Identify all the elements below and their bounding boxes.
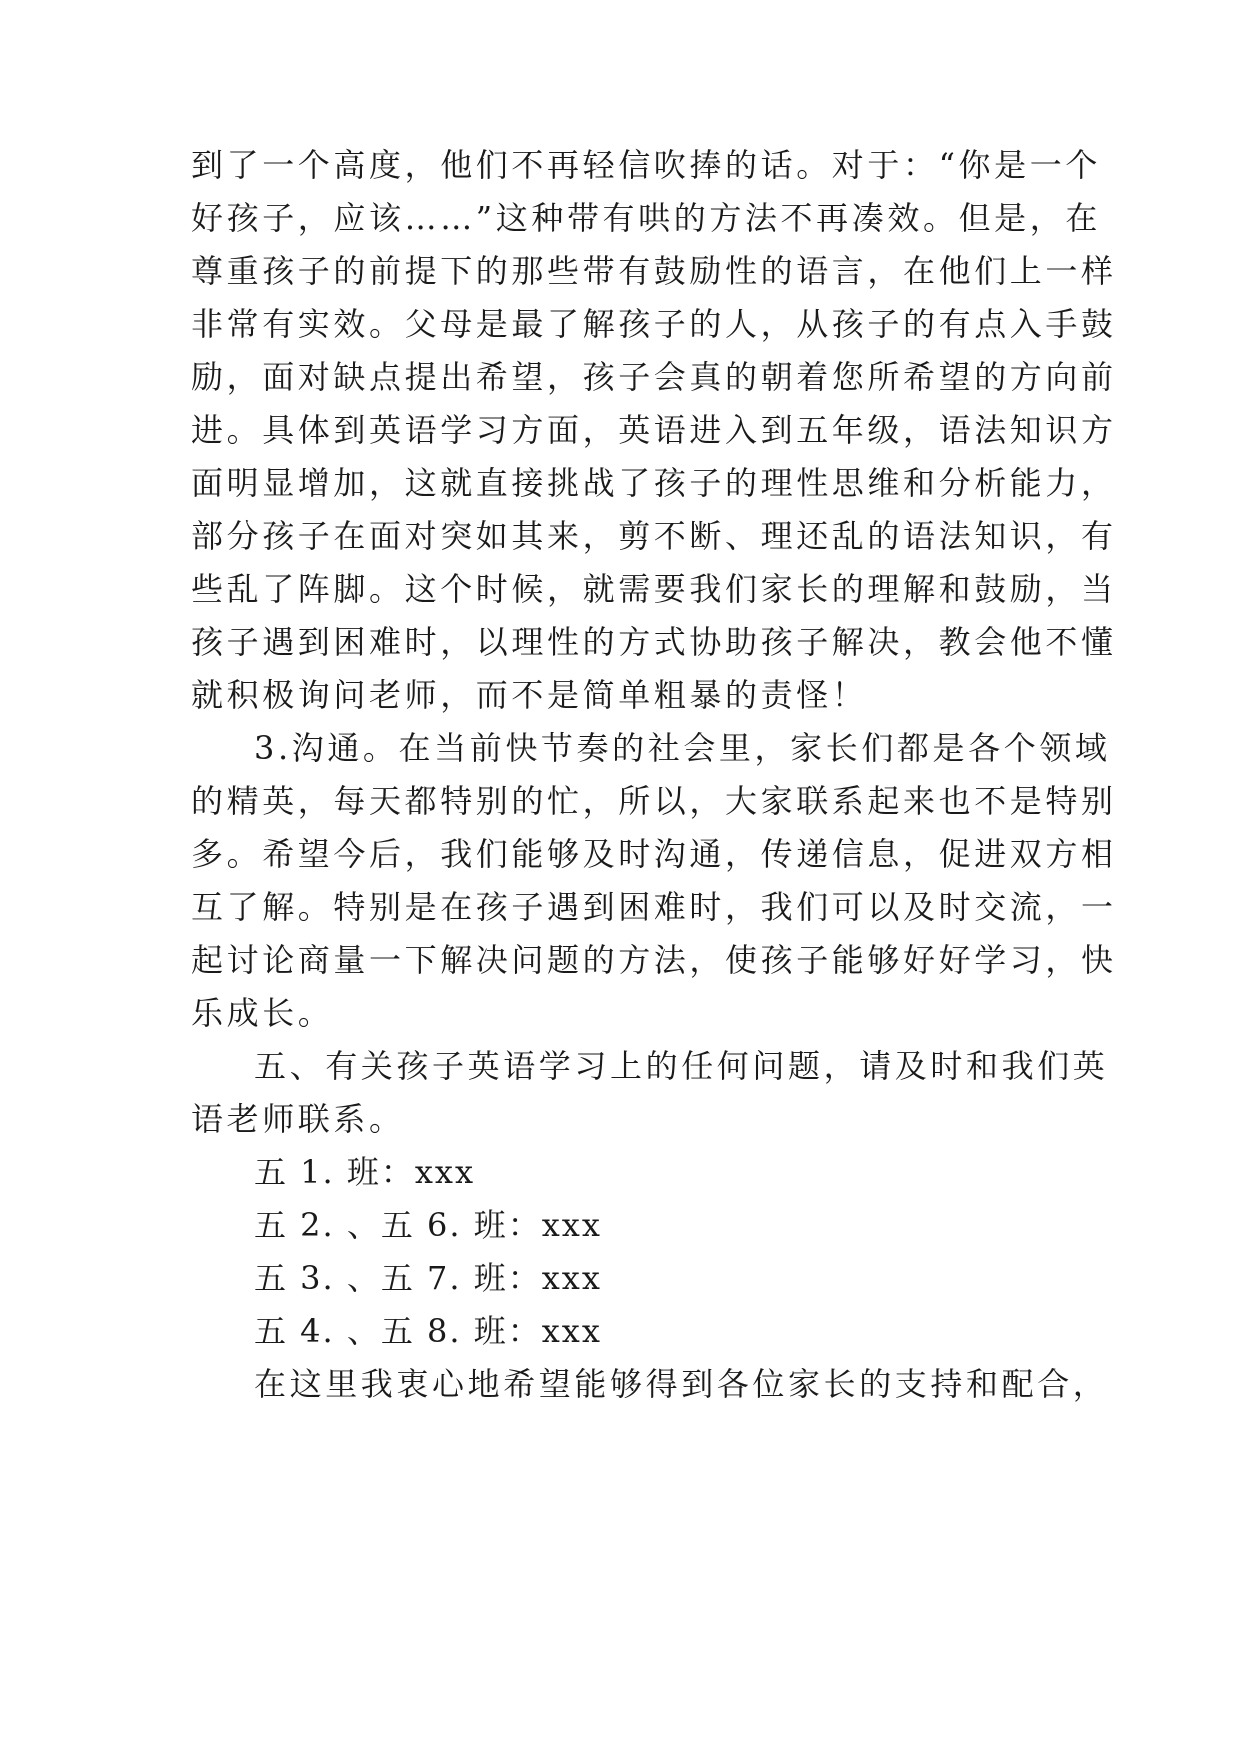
class-contact-line: 五 1. 班：xxx	[254, 1153, 476, 1191]
body-text-line: 的精英，每天都特别的忙，所以，大家联系起来也不是特别	[191, 782, 1117, 820]
body-text-line: 尊重孩子的前提下的那些带有鼓励性的语言，在他们上一样	[191, 252, 1117, 290]
body-text-line: 面明显增加，这就直接挑战了孩子的理性思维和分析能力，	[191, 464, 1117, 502]
body-text-line: 到了一个高度，他们不再轻信吹捧的话。对于：“你是一个	[191, 146, 1101, 184]
class-contact-line: 五 2. 、五 6. 班：xxx	[254, 1206, 602, 1244]
body-text-line: 乐成长。	[191, 994, 334, 1032]
paragraph-communication-start: 3.沟通。在当前快节奏的社会里，家长们都是各个领域	[254, 729, 1111, 767]
class-contact-line: 五 4. 、五 8. 班：xxx	[254, 1312, 602, 1350]
body-text-line: 互了解。特别是在孩子遇到困难时，我们可以及时交流，一	[191, 888, 1117, 926]
body-text-line: 就积极询问老师，而不是简单粗暴的责怪！	[191, 676, 868, 714]
section-five-heading: 五、有关孩子英语学习上的任何问题，请及时和我们英	[254, 1047, 1109, 1085]
body-text-line: 部分孩子在面对突如其来，剪不断、理还乱的语法知识，有	[191, 517, 1117, 555]
body-text-line: 好孩子，应该……”这种带有哄的方法不再凑效。但是，在	[191, 199, 1101, 237]
class-contact-line: 五 3. 、五 7. 班：xxx	[254, 1259, 602, 1297]
body-text-line: 起讨论商量一下解决问题的方法，使孩子能够好好学习，快	[191, 941, 1117, 979]
body-text-line: 非常有实效。父母是最了解孩子的人，从孩子的有点入手鼓	[191, 305, 1117, 343]
body-text-line: 些乱了阵脚。这个时候，就需要我们家长的理解和鼓励，当	[191, 570, 1117, 608]
body-text-line: 孩子遇到困难时，以理性的方式协助孩子解决，教会他不懂	[191, 623, 1117, 661]
body-text-line: 语老师联系。	[191, 1100, 405, 1138]
body-text-line: 多。希望今后，我们能够及时沟通，传递信息，促进双方相	[191, 835, 1117, 873]
body-text-line: 进。具体到英语学习方面，英语进入到五年级，语法知识方	[191, 411, 1117, 449]
body-text-line: 励，面对缺点提出希望，孩子会真的朝着您所希望的方向前	[191, 358, 1117, 396]
closing-paragraph-line: 在这里我衷心地希望能够得到各位家长的支持和配合，	[254, 1365, 1109, 1403]
